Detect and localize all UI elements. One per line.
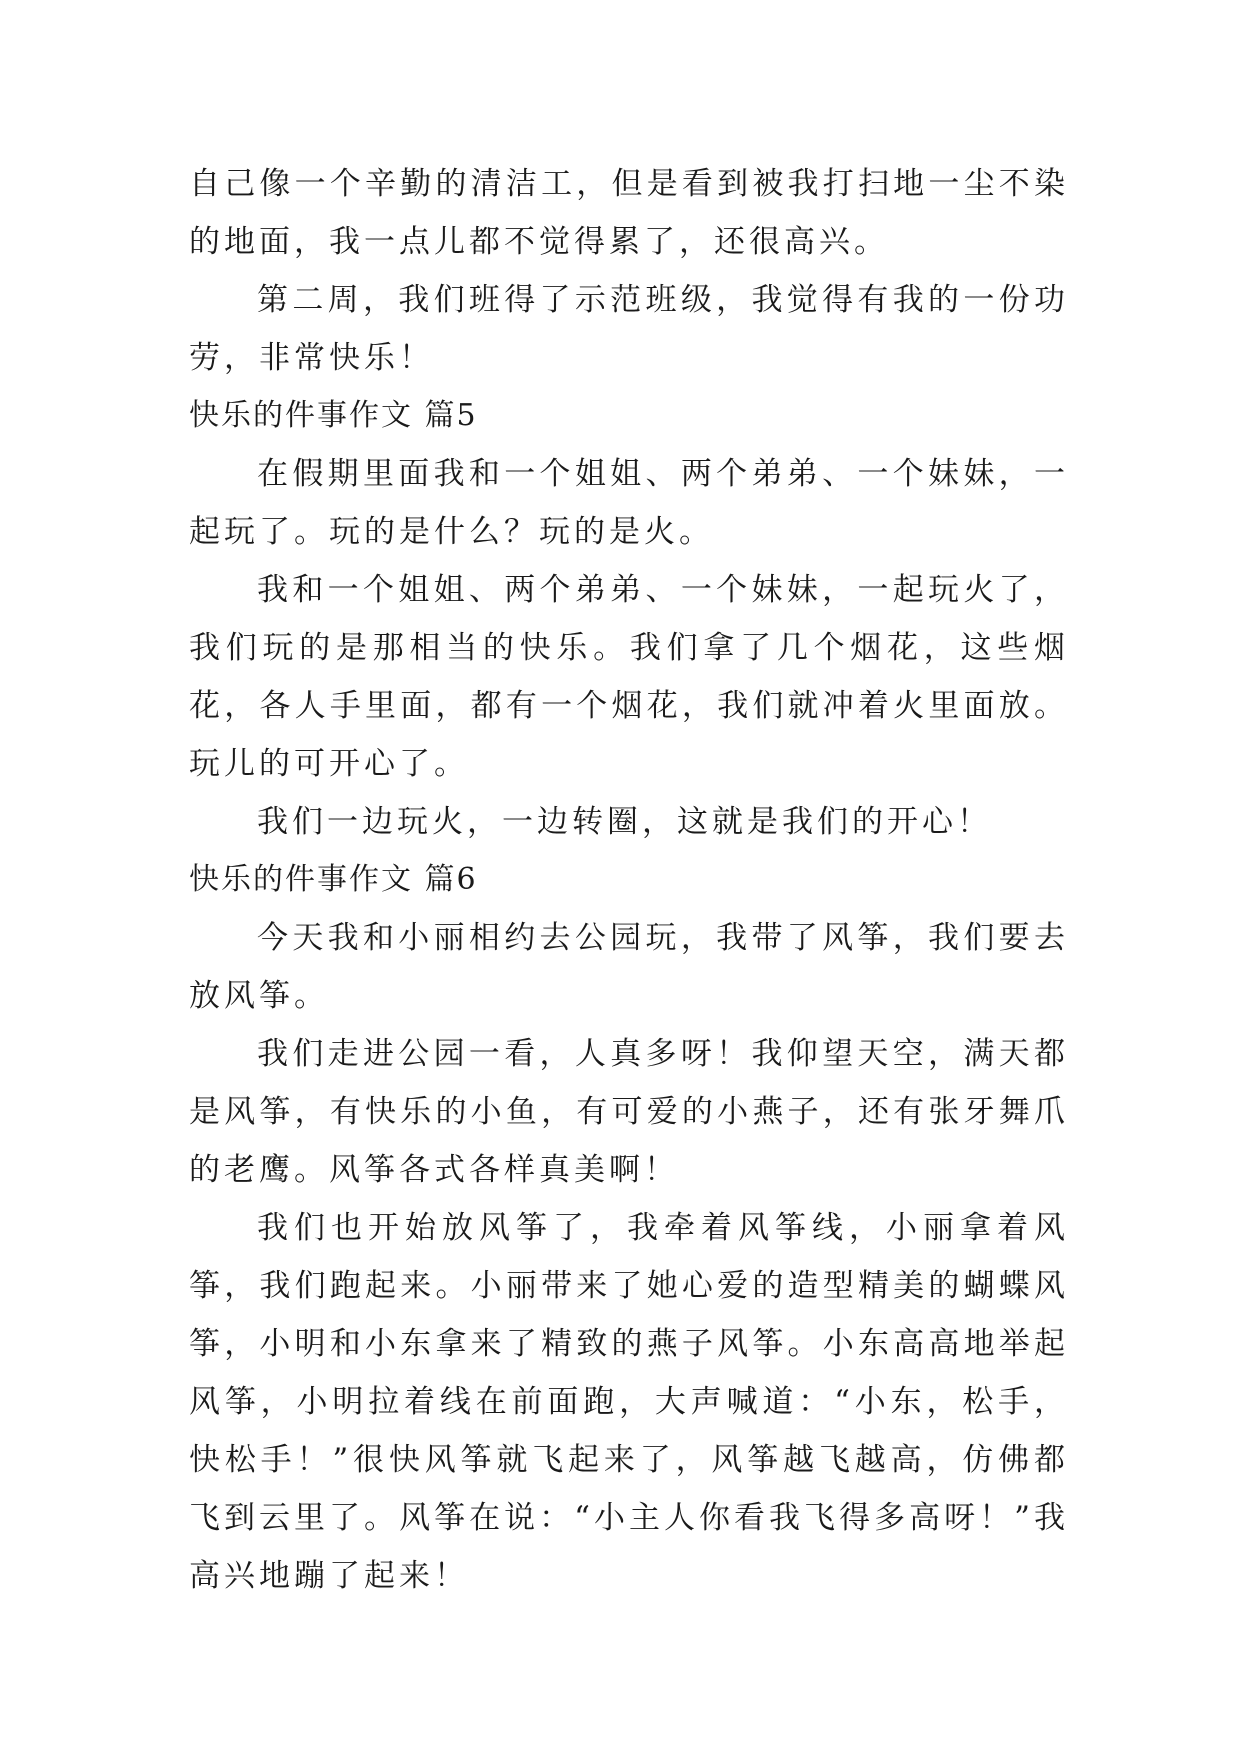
document-body	[189, 155, 1069, 1605]
paragraph: 今天我和小丽相约去公园玩，我带了风筝，我们要去放风筝。	[189, 920, 1069, 1014]
paragraph: 我和一个姐姐、两个弟弟、一个妹妹，一起玩火了，我们玩的是那相当的快乐。我们拿了几个烟花，这些烟花，各人手里面，都有一个烟花，我们就冲着火里面放。玩儿的可开心了。	[189, 572, 1069, 782]
paragraph: 我们一边玩火，一边转圈，这就是我们的开心！	[257, 804, 992, 840]
paragraph: 第二周，我们班得了示范班级，我觉得有我的一份功劳，非常快乐！	[189, 282, 1069, 376]
paragraph: 我们也开始放风筝了，我牵着风筝线，小丽拿着风筝，我们跑起来。小丽带来了她心爱的造型精美的蝴蝶风筝，小明和小东拿来了精致的燕子风筝。小东高高地举起风筝，小明拉着线在前面跑，大声喊道：“小东，松手，快松手！”很快风筝就飞起来了，风筝越飞越高，仿佛都飞到云里了。风筝在说：“小主人你看我飞得多高呀！”我高兴地蹦了起来！	[189, 1210, 1069, 1594]
section-heading: 快乐的件事作文 篇6	[189, 862, 478, 897]
paragraph: 我们走进公园一看，人真多呀！我仰望天空，满天都是风筝，有快乐的小鱼，有可爱的小燕子，还有张牙舞爪的老鹰。风筝各式各样真美啊！	[189, 1036, 1069, 1188]
paragraph: 在假期里面我和一个姐姐、两个弟弟、一个妹妹，一起玩了。玩的是什么？玩的是火。	[189, 456, 1069, 550]
section-heading: 快乐的件事作文 篇5	[189, 398, 478, 433]
paragraph: 自己像一个辛勤的清洁工，但是看到被我打扫地一尘不染的地面，我一点儿都不觉得累了，还很高兴。	[189, 166, 1069, 260]
